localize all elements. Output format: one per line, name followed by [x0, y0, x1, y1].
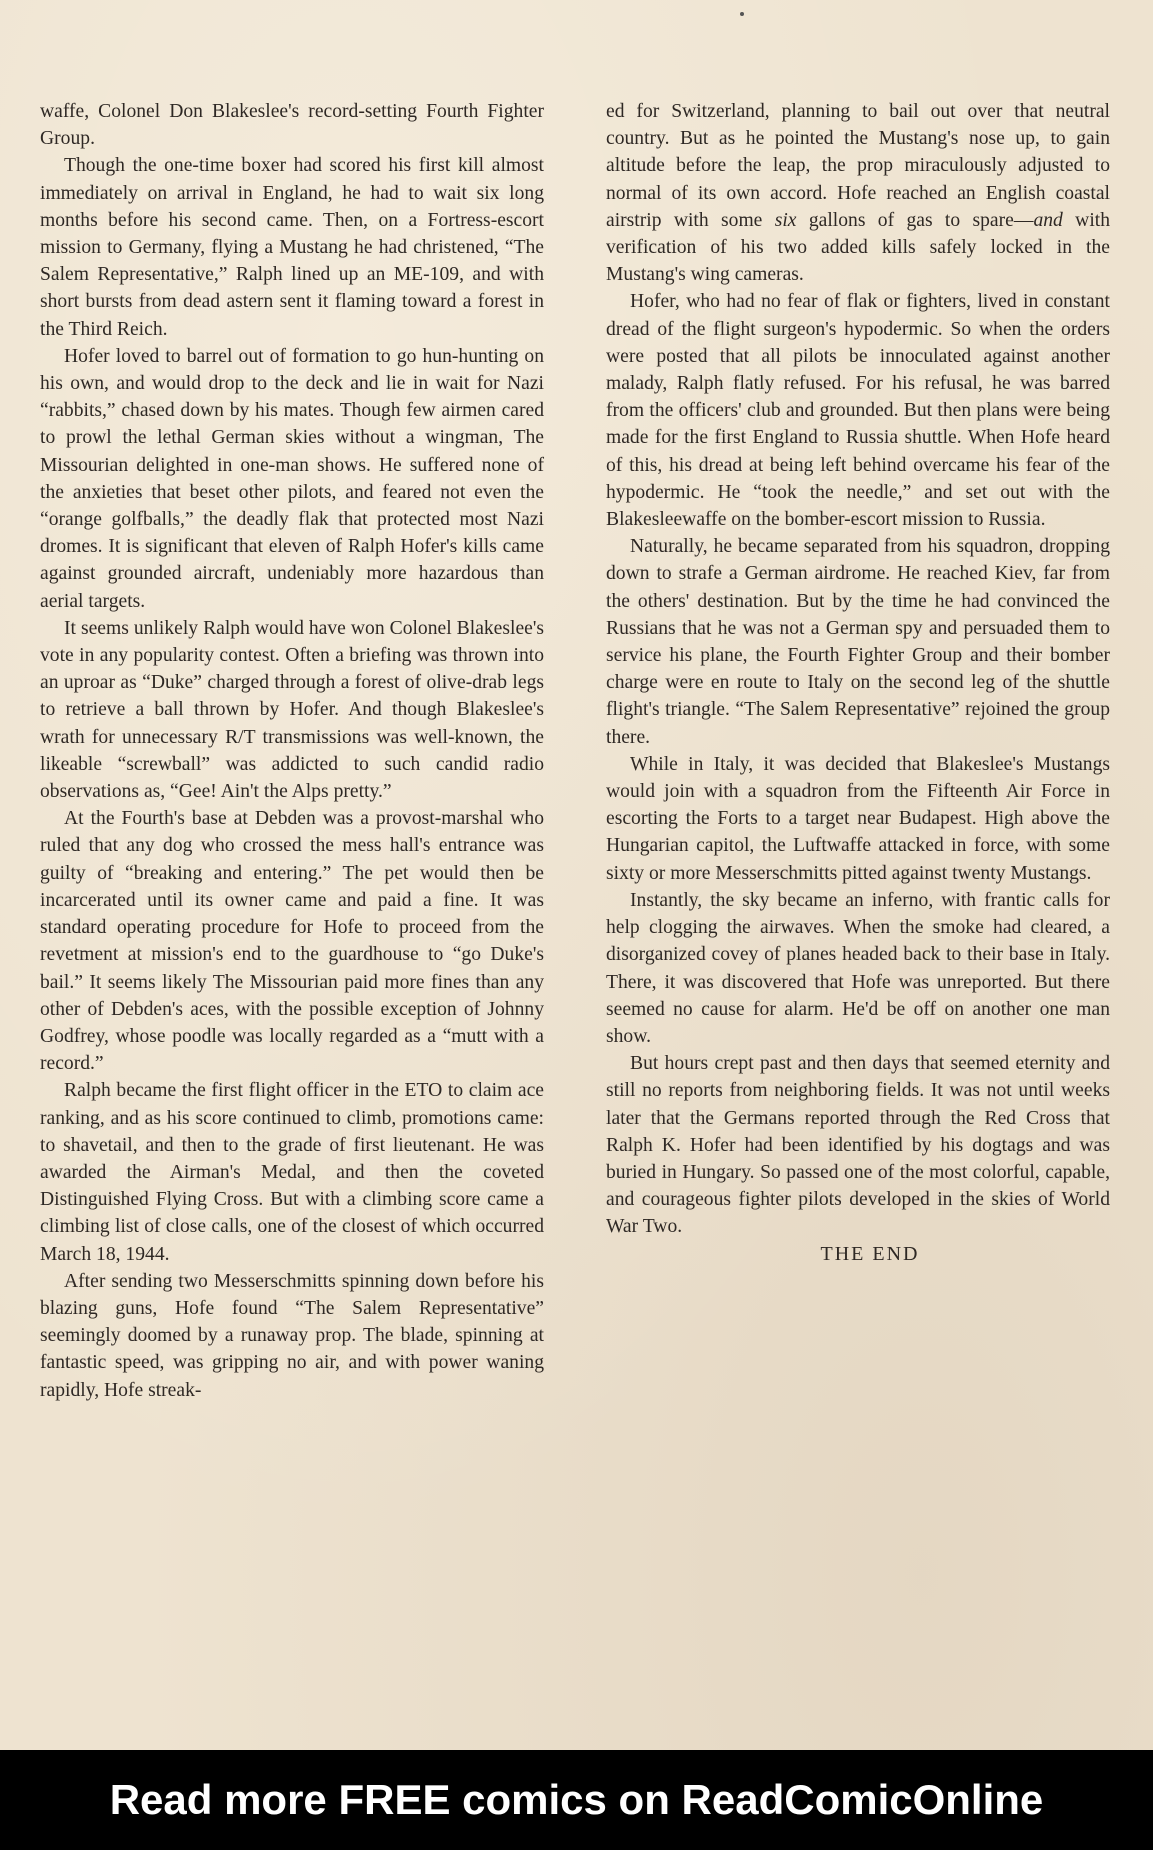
- paragraph: Hofer loved to barrel out of formation to go hun-hunting on his own, and would drop to the deck and lie in wait for Nazi “rabbits,” chased down by his mates. Though few airmen cared to prowl the lethal German skies without a wingman, The Missourian delighted in one-man shows. He suffered none of the anxieties that beset other pilots, and feared not even the “orange golfballs,” the deadly flak that protected most Nazi dromes. It is significant that eleven of Ralph Hofer's kills came against grounded aircraft, undeniably more hazardous than aerial targets.: [40, 345, 544, 612]
- text-run: with verification of his two added kills safely locked in the Mustang's wing cameras.: [606, 209, 1111, 286]
- paragraph: At the Fourth's base at Debden was a provost-marshal who ruled that any dog who crossed the mess hall's entrance was guilty of “breaking and entering.” The pet would then be incarcerated until its owner came and paid a fine. It was standard operating procedure for Hofe to proceed from the revetment at mission's end to the guardhouse to “go Duke's bail.” It seems likely The Missourian paid more fines than any other of Debden's aces, with the possible exception of Johnny Godfrey, whose poodle was locally regarded as a “mutt with a record.”: [40, 808, 544, 1075]
- paragraph: After sending two Messerschmitts spinning down before his blazing guns, Hofe found “The Salem Representative” seemingly doomed by a runaway prop. The blade, spinning at fantastic speed, was gripping no air, and with power waning rapidly, Hofe streak-: [40, 1270, 544, 1401]
- paragraph: Hofer, who had no fear of flak or fighters, lived in constant dread of the flight surgeon's hypodermic. So when the orders were posted that all pilots be innoculated against another malady, Ralph flatly refused. For his refusal, he was barred from the officers' club and grounded. But then plans were being made for the first England to Russia shuttle. When Hofe heard of this, his dread at being left behind overcame his fear of the hypodermic. He “took the needle,” and set out with the Blakesleewaffe on the bomber-escort mission to Russia.: [606, 291, 1110, 531]
- paragraph: It seems unlikely Ralph would have won Colonel Blakeslee's vote in any popularity contest. Often a briefing was thrown into an uproar as “Duke” charged through a forest of olive-drab legs to retrieve a ball thrown by Hofer. And though Blakeslee's wrath for unnecessary R/T transmissions was well-known, the likeable “screwball” was addicted to such candid radio observations as, “Gee! Ain't the Alps pretty.”: [40, 617, 544, 803]
- emphasis: six: [774, 209, 797, 231]
- promo-banner-text[interactable]: Read more FREE comics on ReadComicOnline: [109, 1776, 1044, 1823]
- paragraph: While in Italy, it was decided that Blakeslee's Mustangs would join with a squadron from the Fifteenth Air Force in escorting the Forts to a target near Budapest. High above the Hungarian capitol, the Luftwaffe attacked in force, with some sixty or more Messerschmitts pitted against twenty Mustangs.: [606, 753, 1110, 884]
- paragraph: Though the one-time boxer had scored his first kill almost immediately on arrival in England, he had to wait six long months before his second came. Then, on a Fortress-escort mission to Germany, flying a Mustang he had christened, “The Salem Representative,” Ralph lined up an ME-109, and with short bursts from dead astern sent it flaming toward a forest in the Third Reich.: [40, 155, 544, 340]
- article-right-column: [606, 98, 1110, 1268]
- article-left-column: [40, 98, 544, 1404]
- paragraph: Naturally, he became separated from his squadron, dropping down to strafe a German airdrome. He reached Kiev, far from the others' destination. But by the time he had convinced the Russians that he was not a German spy and persuaded them to service his plane, the Fourth Fighter Group and their bomber charge were en route to Italy on the second leg of the shuttle flight's triangle. “The Salem Representative” rejoined the group there.: [606, 536, 1110, 748]
- paragraph: waffe, Colonel Don Blakeslee's record-setting Fourth Fighter Group.: [40, 101, 544, 150]
- the-end-label: THE END: [820, 1242, 920, 1265]
- text-run: ed for Switzerland, planning to bail out over that neutral country. But as he pointed the Mustang's nose up, to gain altitude before the leap, the prop miraculously adjusted to normal of its own accord. Hofe reached an English coastal airstrip with some: [606, 101, 1110, 231]
- paragraph: Instantly, the sky became an inferno, with frantic calls for help clogging the airwaves. When the smoke had cleared, a disorganized covey of planes headed back to their base in Italy. There, it was discovered that Hofe was unreported. But there seemed no cause for alarm. He'd be off on another one man show.: [606, 889, 1110, 1047]
- paragraph: But hours crept past and then days that seemed eternity and still no reports from neighboring fields. It was not until weeks later that the Germans reported through the Red Cross that Ralph K. Hofer had been identified by his dogtags and was buried in Hungary. So passed one of the most colorful, capable, and courageous fighter pilots developed in the skies of World War Two.: [606, 1053, 1110, 1238]
- text-run: gallons of gas to spare—: [796, 209, 1034, 231]
- promo-banner[interactable]: [0, 1750, 1153, 1850]
- emphasis: and: [1033, 209, 1063, 231]
- print-mark: [740, 12, 744, 16]
- paragraph: Ralph became the first flight officer in the ETO to claim ace ranking, and as his score continued to climb, promotions came: to shavetail, and then to the grade of first lieutenant. He was awarded the Airman's Medal, and then the coveted Distinguished Flying Cross. But with a climbing score came a climbing list of close calls, one of the closest of which occurred March 18, 1944.: [40, 1080, 544, 1265]
- paragraph: [606, 98, 1110, 288]
